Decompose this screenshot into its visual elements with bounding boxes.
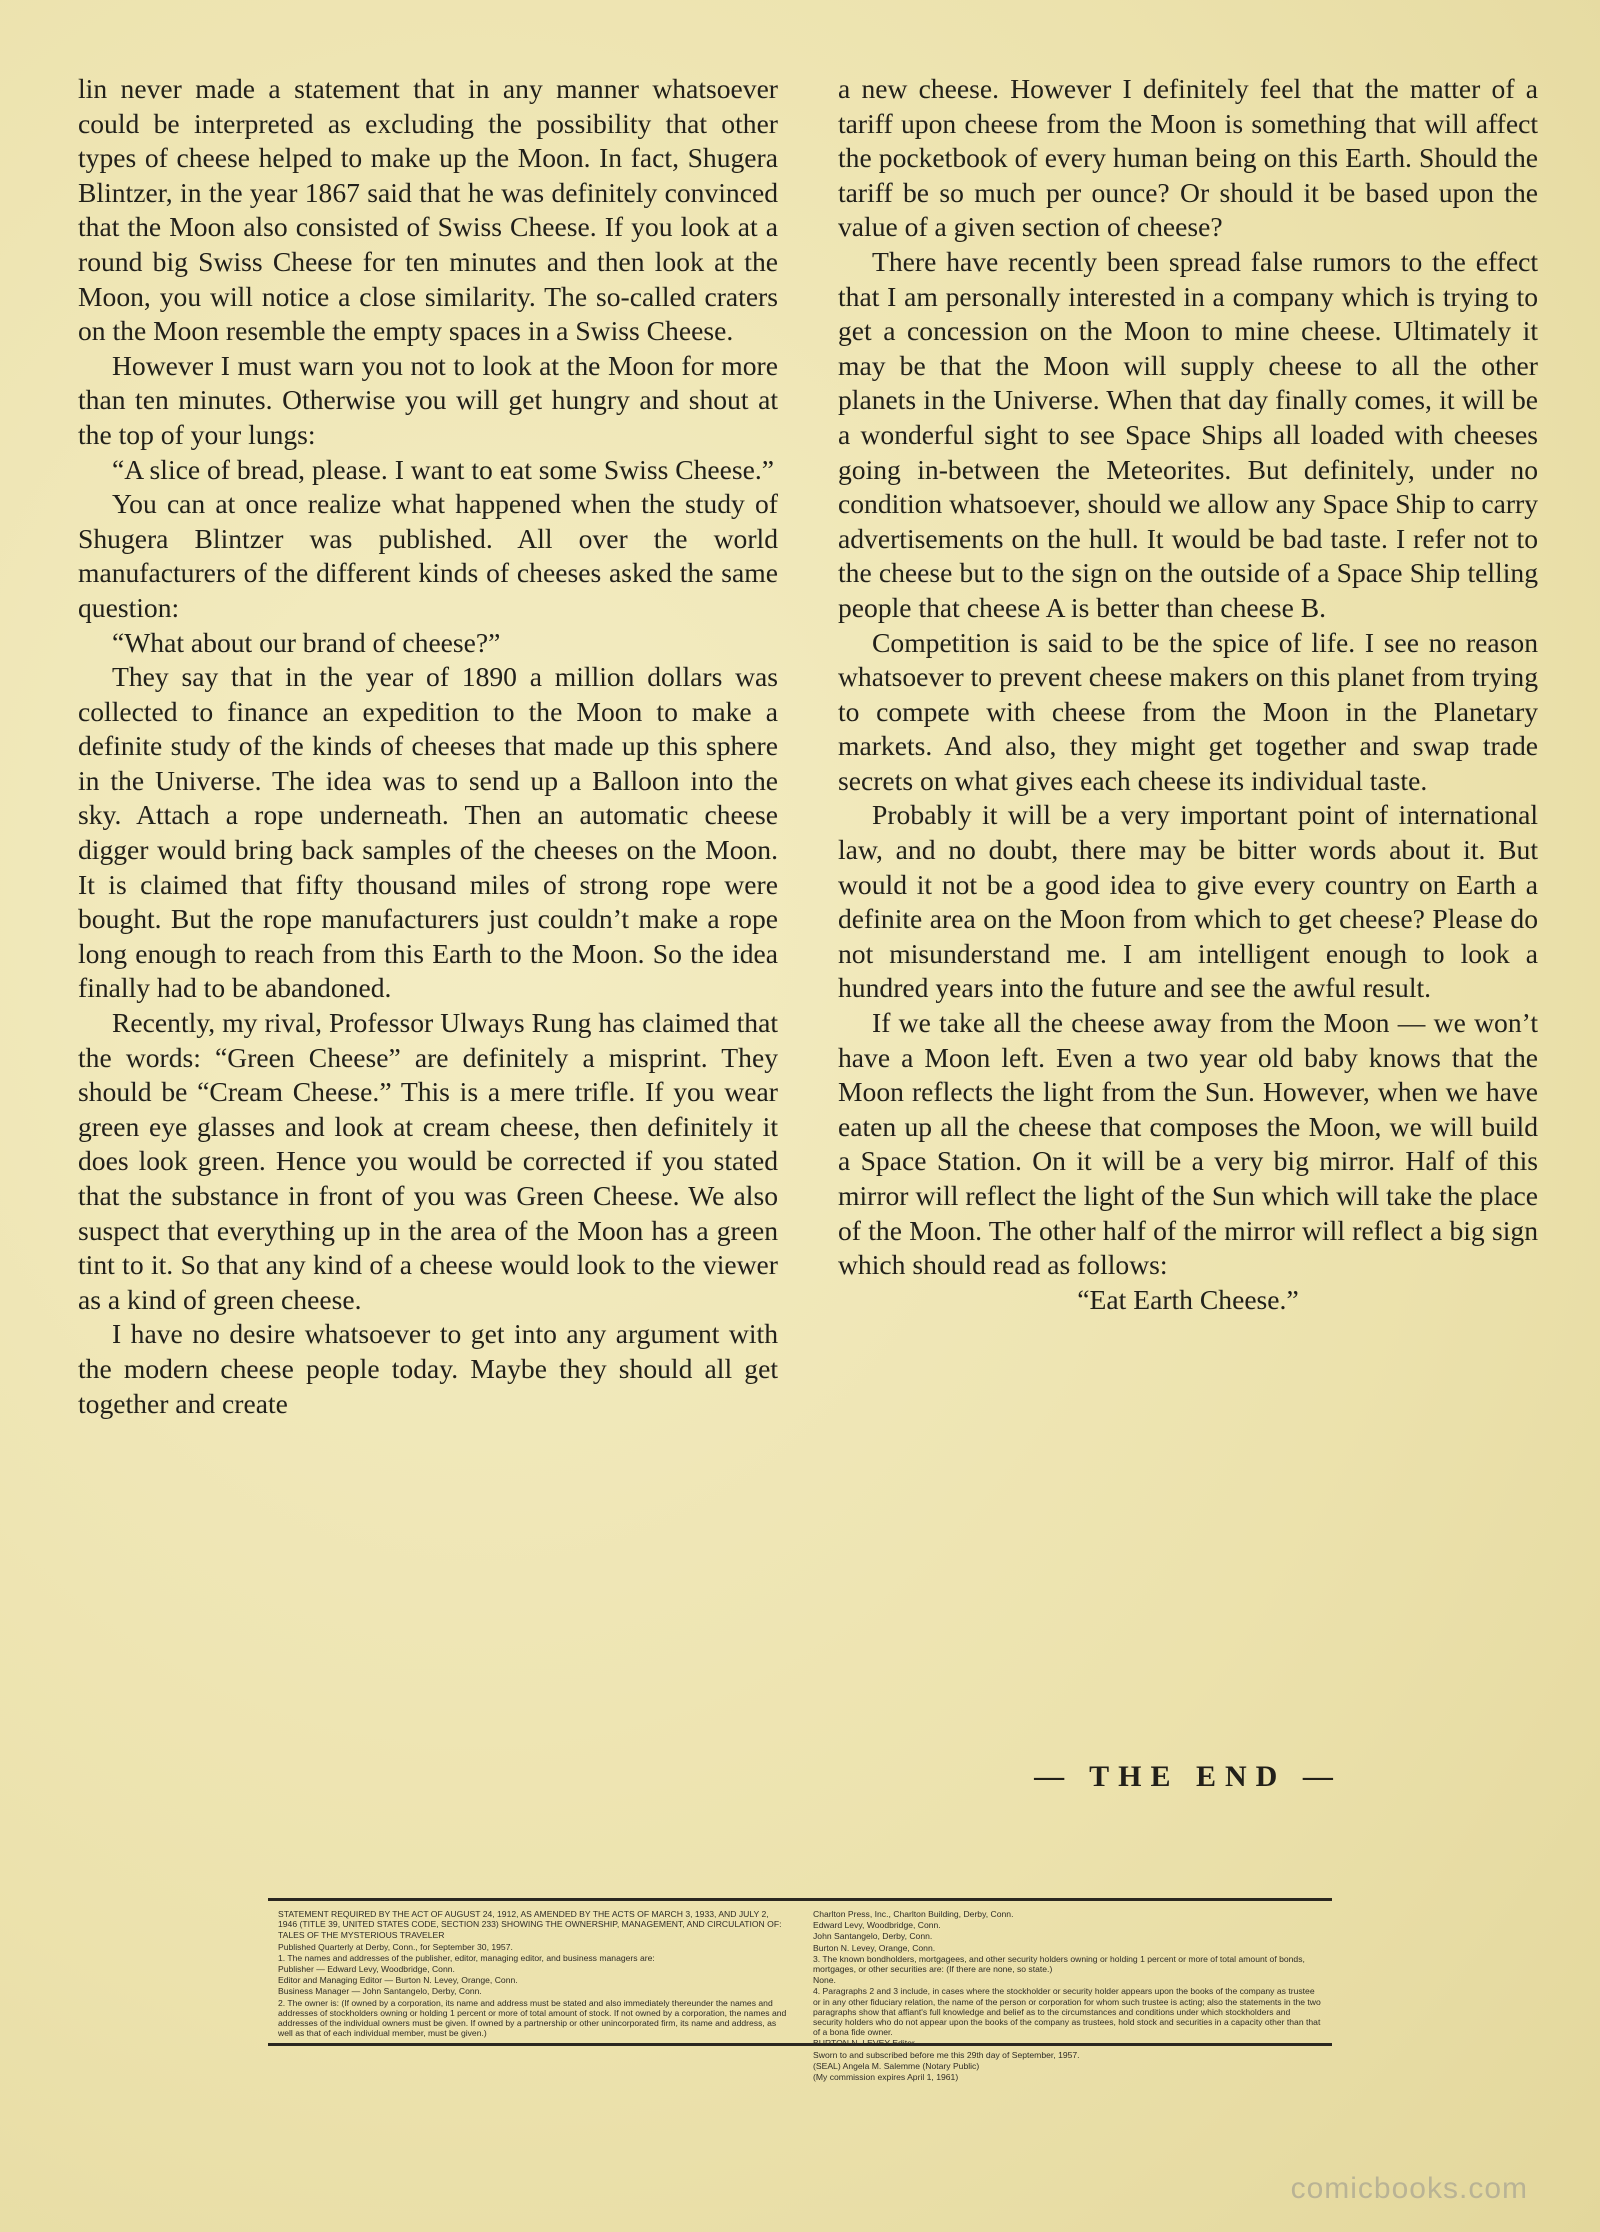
statement-line: Publisher — Edward Levy, Woodbridge, Conn. [278,1964,455,1975]
the-end-heading: — THE END — [1034,1760,1342,1793]
statement-line: (My commission expires April 1, 1961) [813,2072,959,2083]
statement-line: 1. The names and addresses of the publisher, editor, managing editor, and business managers are: [278,1952,655,1963]
closing-quote: “Eat Earth Cheese.” [1077,1283,1299,1315]
statement-line: 2. The owner is: (If owned by a corporation, its name and address must be stated and also immediately thereunder the names and addresses of stockholders owning or holding 1 percent or more of total amount of stock. If not owned by a corporation, the names and addresses of the individual owners must be given. If owned by a partnership or other unincorporated firm, its name and address, as well as that of each individual member, must be given.) [278,1997,787,2039]
paragraph: I have no desire whatsoever to get into any argument with the modern cheese people today. Maybe they should all get together and create [78,1318,778,1419]
statement-line: 4. Paragraphs 2 and 3 include, in cases where the stockholder or security holder appears upon the books of the company as trustee or in any other fiduciary relation, the name of the person or corporation for whom such trustee is acting; also the statements in the two paragraphs show that affiant's full knowledge and belief as to the circumstances and conditions under which stockholders and security holders who do not appear upon the books of the company as trustees, hold stock and securities in a capacity other than that of a bona fide owner. [813,1986,1321,2038]
ownership-statement [268,1898,1332,2083]
statement-line: Editor and Managing Editor — Burton N. Levey, Orange, Conn. [278,1975,518,1986]
statement-line: John Santangelo, Derby, Conn. [813,1931,933,1942]
paragraph: a new cheese. However I definitely feel that the matter of a tariff upon cheese from the Moon is something that will affect the pocketbook of every human being on this Earth. Should the tariff be so much per ounce? Or should it be based upon the value of a given section of cheese? [838,73,1538,243]
paragraph: Competition is said to be the spice of life. I see no reason whatsoever to prevent cheese makers on this planet from trying to compete with cheese from the Moon in the Planetary markets. And also, they might get together and swap trade secrets on what gives each cheese its individual taste. [838,626,1538,796]
statement-line: BURTON N. LEVEY Editor [813,2038,915,2049]
paragraph: You can at once realize what happened when the study of Shugera Blintzer was published. All over the world manufacturers of the different kinds of cheeses asked the same question: [78,488,778,623]
paragraph: lin never made a statement that in any manner whatsoever could be interpreted as excluding the possibility that other types of cheese helped to make up the Moon. In fact, Shugera Blintzer, in the year 1867 said that he was definitely convinced that the Moon also consisted of Swiss Cheese. If you look at a round big Swiss Cheese for ten minutes and then look at the Moon, you will notice a close similarity. The so-called craters on the Moon resemble the empty spaces in a Swiss Cheese. [78,73,778,347]
statement-line: Charlton Press, Inc., Charlton Building, Derby, Conn. [813,1909,1014,1919]
quote-paragraph: “A slice of bread, please. I want to eat some Swiss Cheese.” [112,453,775,485]
statement-line: Burton N. Levey, Orange, Conn. [813,1942,936,1953]
statement-left-column [278,1909,787,2039]
statement-line: None. [813,1975,836,1986]
site-watermark: comicbooks.com [1290,2172,1528,2205]
paragraph: Recently, my rival, Professor Ulways Rung has claimed that the words: “Green Cheese” are definitely a misprint. They should be “Cream Cheese.” This is a mere trifle. If you wear green eye glasses and look at cream cheese, then definitely it does look green. Hence you would be corrected if you stated that the substance in front of you was Green Cheese. We also suspect that everything up in the area of the Moon has a green tint to it. So that any kind of a cheese would look to the viewer as a kind of green cheese. [78,1007,778,1315]
paragraph: If we take all the cheese away from the Moon — we won’t have a Moon left. Even a two year old baby knows that the Moon reflects the light from the Sun. However, when we have eaten up all the cheese that composes the Moon, we will build a Space Station. On it will be a very big mirror. Half of this mirror will reflect the light of the Sun which will take the place of the Moon. The other half of the mirror will reflect a big sign which should read as follows: [838,1007,1538,1281]
statement-right-column [813,1909,1322,2083]
quote-paragraph: “What about our brand of cheese?” [112,626,501,658]
article-left-column [78,72,778,1421]
statement-line: 3. The known bondholders, mortgagees, and other security holders owning or holding 1 percent or more of total amount of bonds, mortgages, or other securities are: (If there are none, so state.) [813,1953,1305,1975]
statement-line: STATEMENT REQUIRED BY THE ACT OF AUGUST 24, 1912, AS AMENDED BY THE ACTS OF MARCH 3, 1933, AND JULY 2, 1946 (TITLE 39, UNITED STATES CODE, SECTION 233) SHOWING THE OWNERSHIP, MANAGEMENT, AND CIRCULATION OF: [278,1909,782,1930]
statement-line: Edward Levy, Woodbridge, Conn. [813,1920,941,1931]
statement-line: Business Manager — John Santangelo, Derby, Conn. [278,1986,482,1997]
article-right-column [838,72,1538,1317]
statement-line: Sworn to and subscribed before me this 29th day of September, 1957. [813,2049,1080,2060]
paragraph: There have recently been spread false rumors to the effect that I am personally interested in a company which is trying to get a concession on the Moon to mine cheese. Ultimately it may be that the Moon will supply cheese to all the other planets in the Universe. When that day finally comes, it will be a wonderful sight to see Space Ships all loaded with cheeses going in-between the Meteorites. But definitely, under no condition whatsoever, should we allow any Space Ship to carry advertisements on the hull. It would be bad taste. I refer not to the cheese but to the sign on the outside of a Space Ship telling people that cheese A is better than cheese B. [838,245,1538,623]
statement-line: TALES OF THE MYSTERIOUS TRAVELER [278,1930,445,1941]
paragraph: Probably it will be a very important point of international law, and no doubt, there may be bitter words about it. But would it not be a good idea to give every country on Earth a definite area on the Moon from which to get cheese? Please do not misunderstand me. I am intelligent enough to look a hundred years into the future and see the awful result. [838,799,1538,1004]
statement-line: Published Quarterly at Derby, Conn., for September 30, 1957. [278,1941,513,1952]
paragraph: They say that in the year of 1890 a million dollars was collected to finance an expedition to the Moon to make a definite study of the kinds of cheeses that made up this sphere in the Universe. The idea was to send up a Balloon into the sky. Attach a rope underneath. Then an automatic cheese digger would bring back samples of the cheeses on the Moon. It is claimed that fifty thousand miles of strong rope were bought. But the rope manufacturers just couldn’t make a rope long enough to reach from this Earth to the Moon. So the idea finally had to be abandoned. [78,661,778,1004]
paragraph: However I must warn you not to look at the Moon for more than ten minutes. Otherwise you will get hungry and shout at the top of your lungs: [78,349,778,450]
statement-line: (SEAL) Angela M. Salemme (Notary Public) [813,2060,980,2071]
